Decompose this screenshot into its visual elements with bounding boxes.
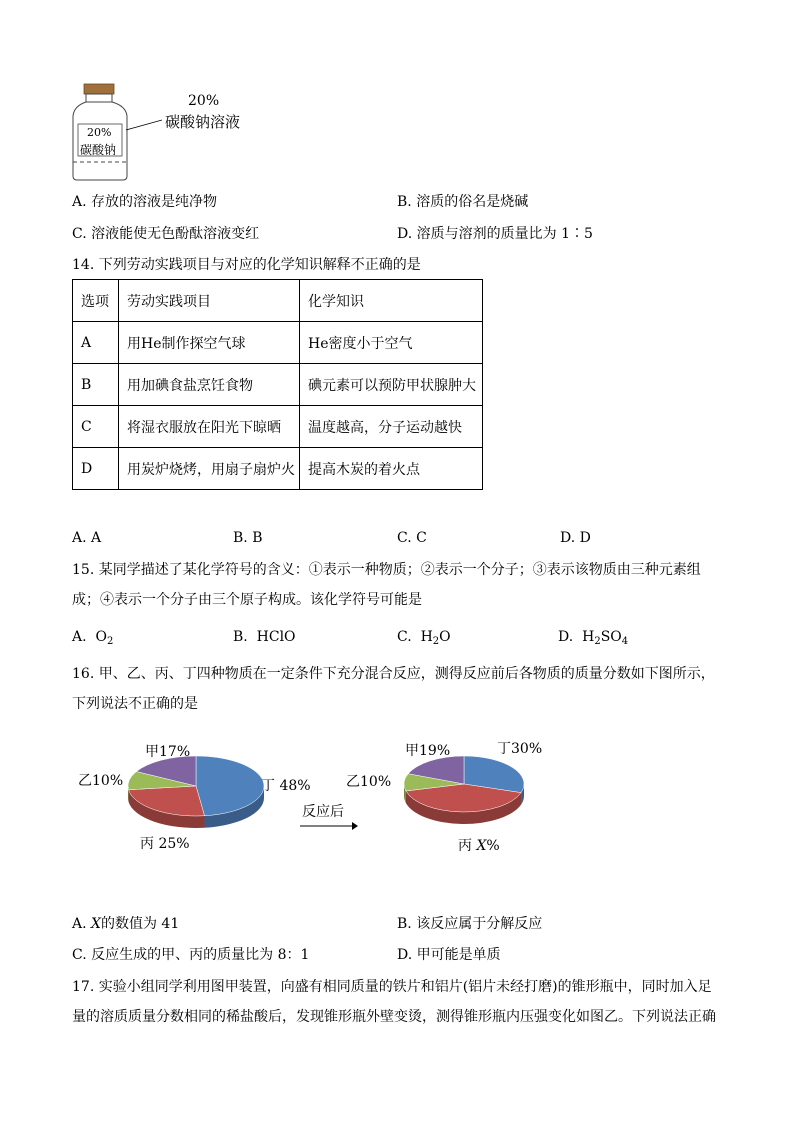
- q14-table: [72, 279, 483, 490]
- option-letter: C.: [397, 629, 412, 645]
- table-cell: 提高木炭的着火点: [300, 448, 483, 490]
- option-letter: A.: [72, 916, 92, 932]
- q14-option-b[interactable]: B. B: [233, 530, 263, 546]
- table-cell: B: [73, 364, 119, 406]
- table-cell: 将湿衣服放在阳光下晾晒: [119, 406, 300, 448]
- q14-option-c[interactable]: C. C: [397, 530, 427, 546]
- table-cell: He密度小于空气: [300, 322, 483, 364]
- formula-subscript: 2: [106, 636, 114, 647]
- formula-tail: O: [439, 629, 451, 645]
- q16-option-b[interactable]: B. 该反应属于分解反应: [397, 916, 543, 932]
- header-cell: 选项: [73, 280, 119, 322]
- pie-after-top-face: [404, 756, 524, 812]
- pie-before-top-face: [128, 756, 264, 816]
- q16-line2: 下列说法不正确的是: [72, 696, 198, 712]
- q13-option-d[interactable]: D. 溶质与溶剂的质量比为 1∶5: [397, 226, 593, 242]
- q15-option-d[interactable]: [558, 627, 628, 652]
- table-cell: C: [73, 406, 119, 448]
- table-row: [73, 406, 483, 448]
- option-letter: A.: [72, 629, 87, 645]
- formula: HClO: [256, 629, 296, 645]
- q15-option-a[interactable]: [72, 627, 113, 652]
- q17-line1: 17. 实验小组同学利用图甲装置，向盛有相同质量的铁片和铝片(铝片未经打磨)的锥形瓶中，同时加入足: [72, 979, 712, 995]
- table-row: [73, 364, 483, 406]
- q16-option-d[interactable]: D. 甲可能是单质: [397, 947, 501, 963]
- pie-chart-after: [398, 750, 538, 840]
- option-text: 的数值为 41: [100, 916, 180, 932]
- table-row: [73, 448, 483, 490]
- formula: H: [582, 629, 595, 645]
- pie-before-label-ding: 丁 48%: [261, 778, 311, 794]
- q17-line2: 量的溶质质量分数相同的稀盐酸后，发现锥形瓶外壁变烫，测得锥形瓶内压强变化如图乙。下列说法正确: [72, 1009, 716, 1025]
- pie-chart-before: [120, 750, 280, 840]
- q14-option-a[interactable]: A. A: [72, 530, 102, 546]
- table-header-row: [73, 280, 483, 322]
- formula-subscript: 2: [432, 636, 440, 647]
- formula-subscript: 4: [621, 636, 629, 647]
- q13-option-c[interactable]: C. 溶液能使无色酚酞溶液变红: [72, 226, 260, 242]
- q13-option-b[interactable]: B. 溶质的俗名是烧碱: [397, 194, 529, 210]
- bottle-label-top: 20%: [188, 93, 220, 109]
- arrow-right-icon: [298, 820, 360, 832]
- table-cell: 用He制作探空气球: [119, 322, 300, 364]
- arrow-label: 反应后: [302, 804, 344, 820]
- pie-after-label-bing: [458, 835, 500, 855]
- option-letter: B.: [233, 629, 248, 645]
- table-row: [73, 322, 483, 364]
- bottle-tag-line1: 20%: [87, 126, 112, 139]
- q16-line1: 16. 甲、乙、丙、丁四种物质在一定条件下充分混合反应，测得反应前后各物质的质量分数如下图所示，: [72, 666, 715, 682]
- pie-before-label-bing: 丙 25%: [140, 836, 190, 852]
- formula-subscript: 2: [594, 636, 601, 647]
- q16-option-a[interactable]: [72, 914, 179, 934]
- variable-x: X: [91, 916, 101, 932]
- q15-option-b[interactable]: [233, 627, 296, 647]
- bottle-tag-line2: 碳酸钠: [80, 143, 117, 157]
- table-cell: 碘元素可以预防甲状腺肿大: [300, 364, 483, 406]
- q14-option-d[interactable]: D. D: [560, 530, 591, 546]
- option-letter: D.: [558, 629, 574, 645]
- label-suffix: %: [486, 838, 500, 854]
- formula: H: [420, 629, 433, 645]
- formula: O: [95, 629, 107, 645]
- pie-before-label-jia: 甲17%: [145, 744, 191, 760]
- header-cell: 化学知识: [300, 280, 483, 322]
- q16-option-c[interactable]: C. 反应生成的甲、丙的质量比为 8：1: [72, 947, 310, 963]
- formula-tail: SO: [600, 629, 622, 645]
- label-leader-line: [124, 118, 164, 132]
- pie-after-label-ding: 丁30%: [497, 741, 543, 757]
- q14-stem: 14. 下列劳动实践项目与对应的化学知识解释不正确的是: [72, 257, 421, 273]
- q15-line2: 成；④表示一个分子由三个原子构成。该化学符号可能是: [72, 592, 422, 608]
- q15-line1: 15. 某同学描述了某化学符号的含义：①表示一种物质；②表示一个分子；③表示该物质由三种元素组: [72, 562, 701, 578]
- table-cell: 用炭炉烧烤，用扇子扇炉火: [119, 448, 300, 490]
- pie-before-label-yi: 乙10%: [78, 773, 124, 789]
- q15-option-c[interactable]: [397, 627, 451, 652]
- table-cell: 温度越高，分子运动越快: [300, 406, 483, 448]
- table-cell: 用加碘食盐烹饪食物: [119, 364, 300, 406]
- pie-after-label-jia: 甲19%: [405, 743, 451, 759]
- header-cell: 劳动实践项目: [119, 280, 300, 322]
- table-cell: A: [73, 322, 119, 364]
- variable-x: X: [476, 838, 487, 854]
- pie-after-label-yi: 乙10%: [346, 774, 392, 790]
- bottle-label-bottom: 碳酸钠溶液: [165, 113, 241, 131]
- q13-option-a[interactable]: A. 存放的溶液是纯净物: [72, 194, 218, 210]
- label-prefix: 丙: [458, 838, 477, 854]
- table-cell: D: [73, 448, 119, 490]
